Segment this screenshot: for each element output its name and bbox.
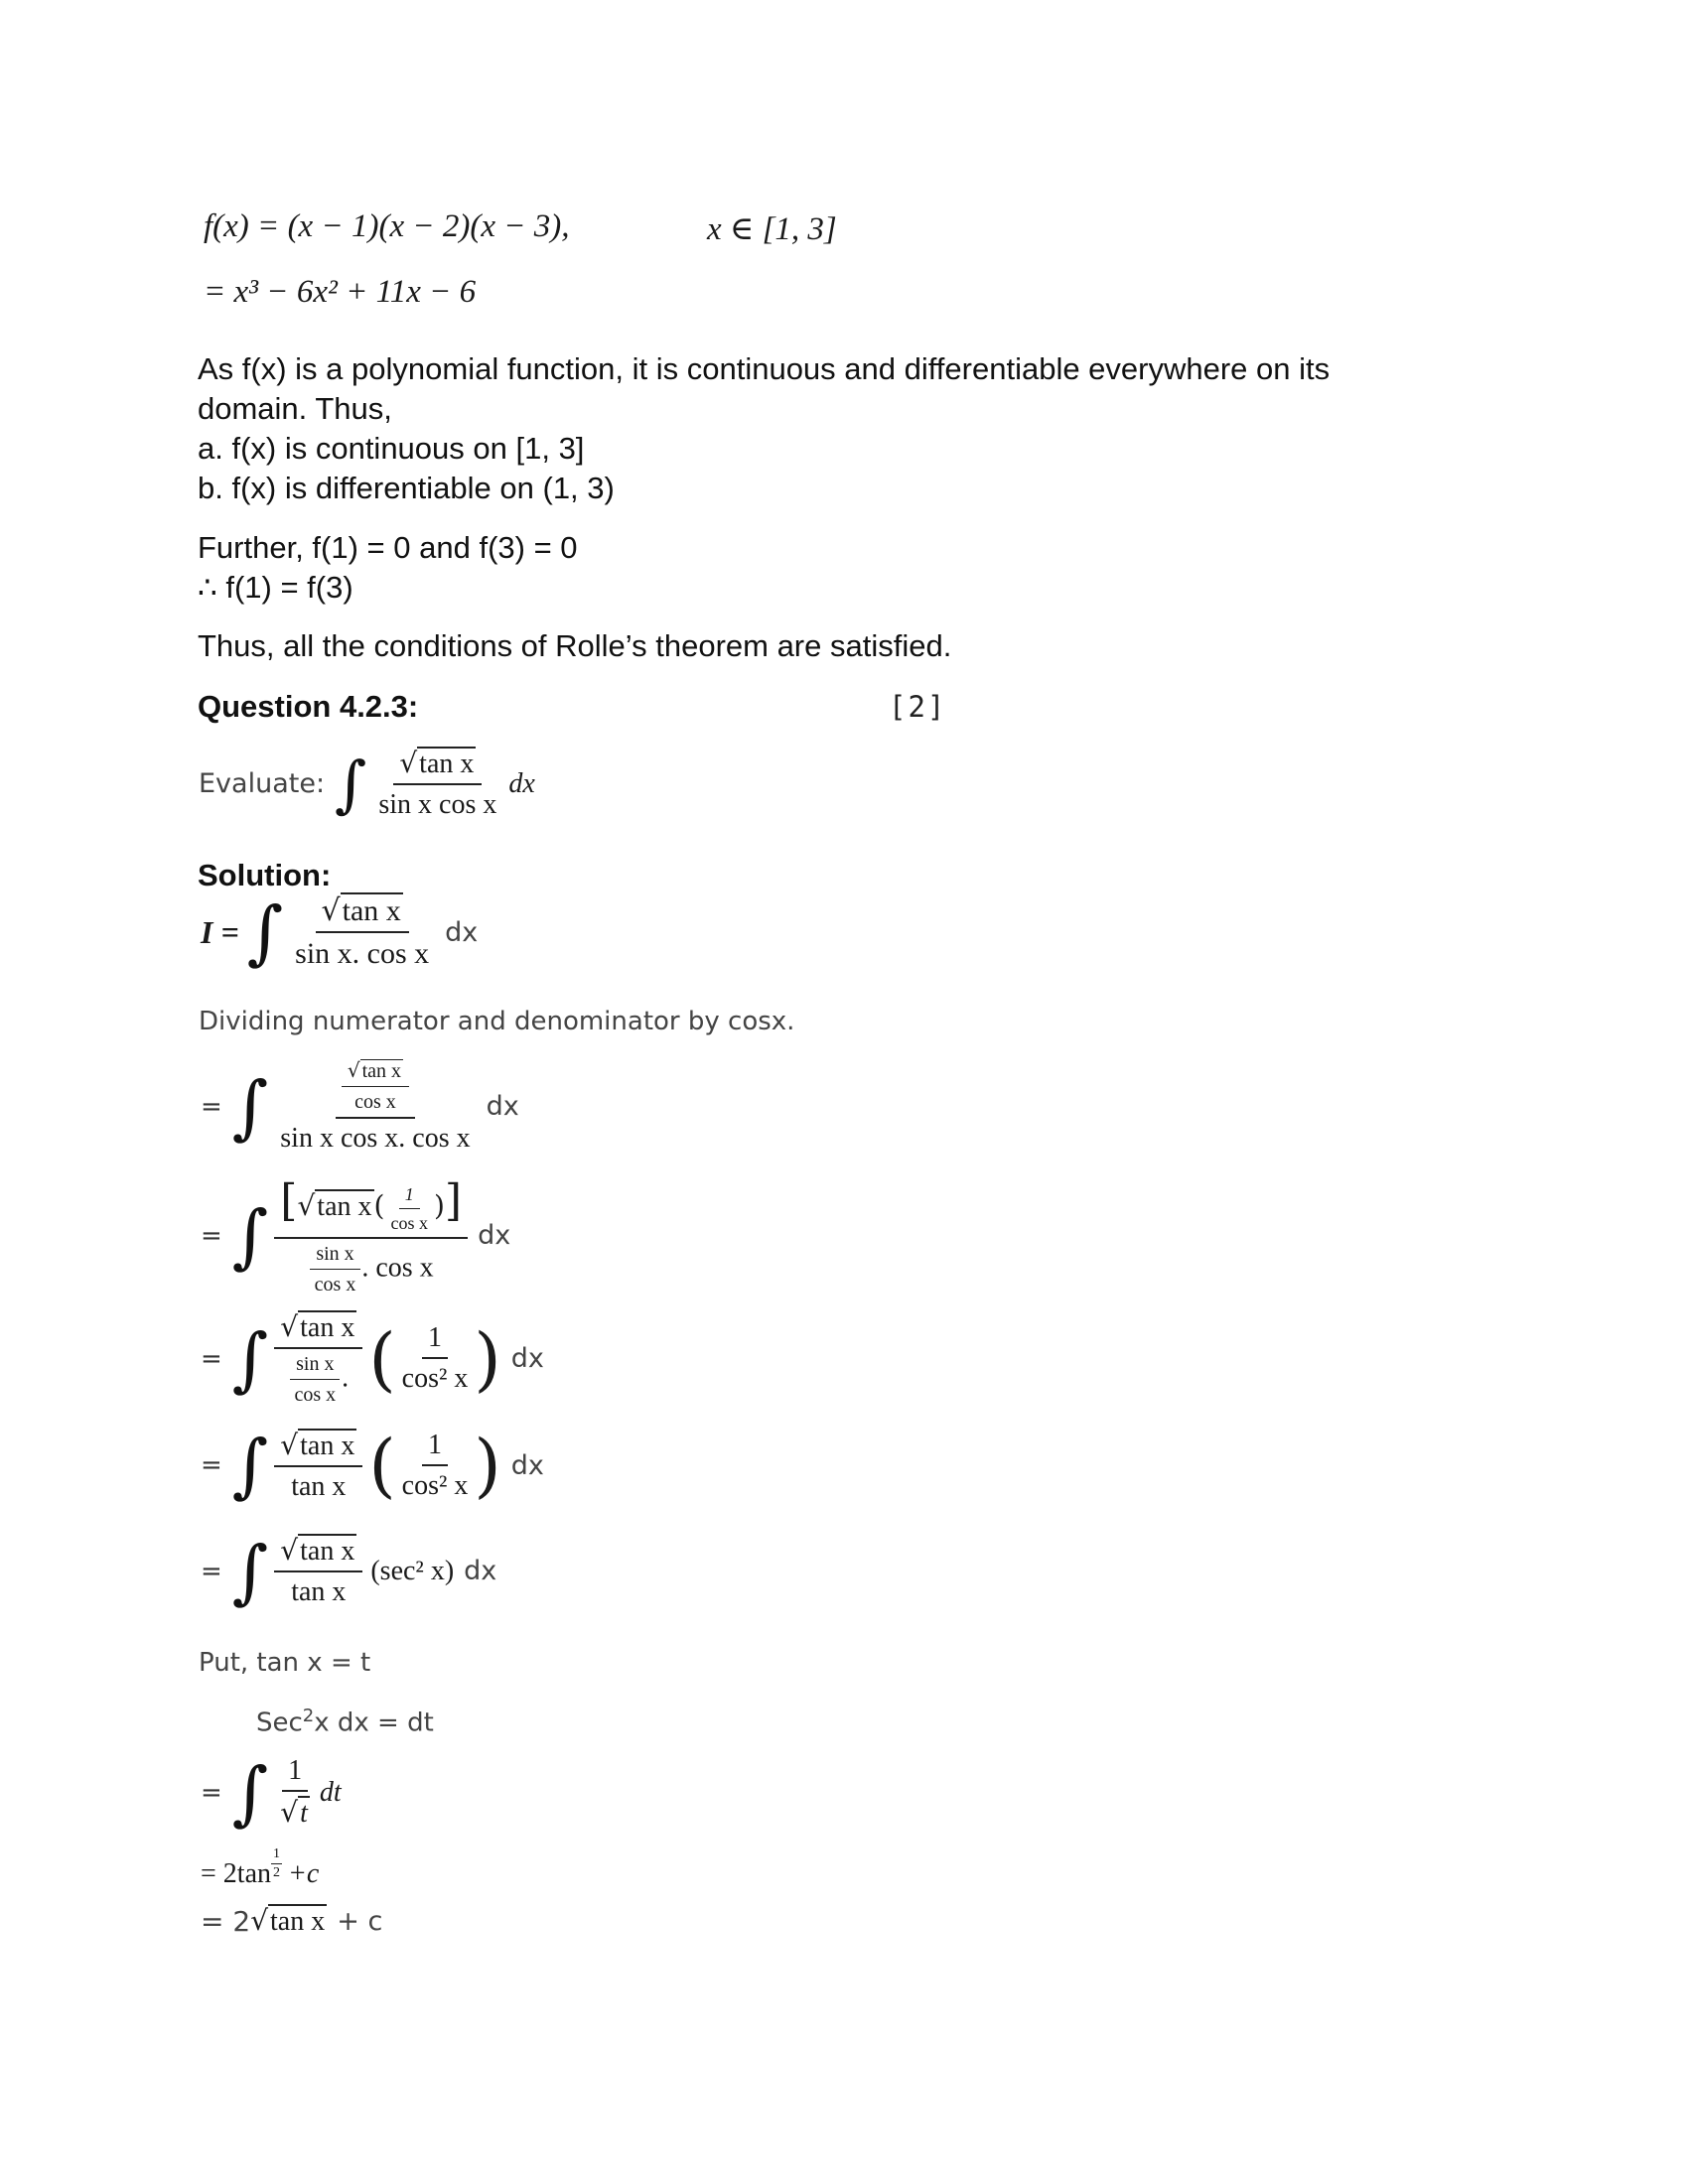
function-domain: x ∈ [1, 3] <box>707 211 837 247</box>
endpoint-values <box>198 528 578 608</box>
solution-step-3: = ∫ √tan x $\frac{\text{sin x}}{\text{cos x}}$ . ( $\frac{1}{\text{cos² x}}$ ) dx <box>201 1310 544 1406</box>
integral-sign: ∫ <box>231 1530 269 1612</box>
step4-paren-fraction: $\frac{1}{\text{cos² x}}$ <box>401 1429 469 1501</box>
integral-sign: ∫ <box>231 1317 269 1400</box>
polynomial-paragraph <box>198 349 1548 508</box>
function-expansion: = x³ − 6x² + 11x − 6 <box>204 274 477 310</box>
solution-step-6: = ∫ $\frac{1}{√t}$ dt <box>201 1751 342 1834</box>
final-answer: = 2 √tan x + c <box>201 1904 383 1938</box>
paragraph-line: As f(x) is a polynomial function, it is continuous and differentiable everywhere on its <box>198 351 1331 386</box>
step6-fraction: $\frac{1}{√t}$ <box>280 1755 308 1829</box>
question-integral <box>199 747 535 821</box>
function-definition-lhs: f(x) = (x − 1)(x − 2)(x − 3), <box>204 208 570 244</box>
condition-b: b. f(x) is differentiable on (1, 3) <box>198 471 615 505</box>
question-heading: Question 4.2.3: <box>198 689 419 724</box>
substitution-line: Put, tan x = t <box>199 1648 371 1678</box>
differential-substitution: Sec$^2$x dx = dt <box>256 1706 434 1738</box>
endpoint-values-line: Further, f(1) = 0 and f(3) = 0 <box>198 530 578 565</box>
integral-sign: ∫ <box>231 1194 269 1277</box>
integral-sign: ∫ <box>335 747 367 820</box>
condition-a: a. f(x) is continuous on [1, 3] <box>198 431 585 466</box>
conclusion-text: Thus, all the conditions of Rolle’s theorem are satisfied. <box>198 628 952 663</box>
step3-fraction: √tan x $\frac{\text{sin x}}{\text{cos x}}$ . <box>274 1310 362 1407</box>
solution-heading: Solution: <box>198 858 332 892</box>
step3-paren-fraction: $\frac{1}{\text{cos² x}}$ <box>401 1322 469 1394</box>
solution-step-1: = ∫ $\frac{\frac{\text{√ tan x}}{\text{cos x}}}{\text{sin x cos x. cos x}}$ dx <box>201 1058 519 1154</box>
solution-step-0: I = ∫ $\frac{\text{√tan x}}{\text{sin x. cos x}}$ dx <box>201 891 479 973</box>
integral-sign: ∫ <box>231 1751 269 1834</box>
solution-step-4: = ∫ $\frac{\text{√tan x}}{\text{tan x}}$ ( $\frac{1}{\text{cos² x}}$ ) dx <box>201 1425 544 1506</box>
integral-sign: ∫ <box>231 1065 269 1148</box>
solution-step-7: = 2tan $\frac{1}{2}$ +c <box>201 1845 320 1889</box>
integral-sign: ∫ <box>246 891 284 973</box>
integral-sign: ∫ <box>231 1425 269 1506</box>
evaluate-label: Evaluate: <box>199 768 326 799</box>
step5-fraction: $\frac{\text{√tan x}}{\text{tan x}}$ <box>274 1534 362 1608</box>
differential: dx <box>508 767 535 799</box>
question-fraction: $\frac{\text{√tan x}}{\text{sin x cos x}}$ <box>378 747 497 820</box>
solution-step-5: = ∫ $\frac{\text{√tan x}}{\text{tan x}}$ (sec² x) dx <box>201 1530 497 1612</box>
solution-step-2: = ∫ [√tan x( $\frac{1}{\text{cos x}}$ )] $\frac{\text{sin x}}{\text{cos x}}$ . cos x dx <box>201 1175 511 1296</box>
step1-fraction: $\frac{\frac{\text{√ tan x}}{\text{cos x}}}{\text{sin x cos x. cos x}}$ <box>280 1058 471 1154</box>
step4-fraction: $\frac{\text{√tan x}}{\text{tan x}}$ <box>274 1429 362 1503</box>
function-definition <box>204 208 570 245</box>
step0-fraction: $\frac{\text{√tan x}}{\text{sin x. cos x}}$ <box>295 893 430 970</box>
marks-badge: [2] <box>889 690 947 724</box>
step2-fraction: [√tan x( $\frac{1}{\text{cos x}}$ )] $\frac{\text{sin x}}{\text{cos x}}$ . cos x <box>274 1175 468 1297</box>
divide-note: Dividing numerator and denominator by cosx. <box>199 1007 795 1036</box>
equality-line: ∴ f(1) = f(3) <box>198 570 353 605</box>
paragraph-line: domain. Thus, <box>198 391 392 426</box>
